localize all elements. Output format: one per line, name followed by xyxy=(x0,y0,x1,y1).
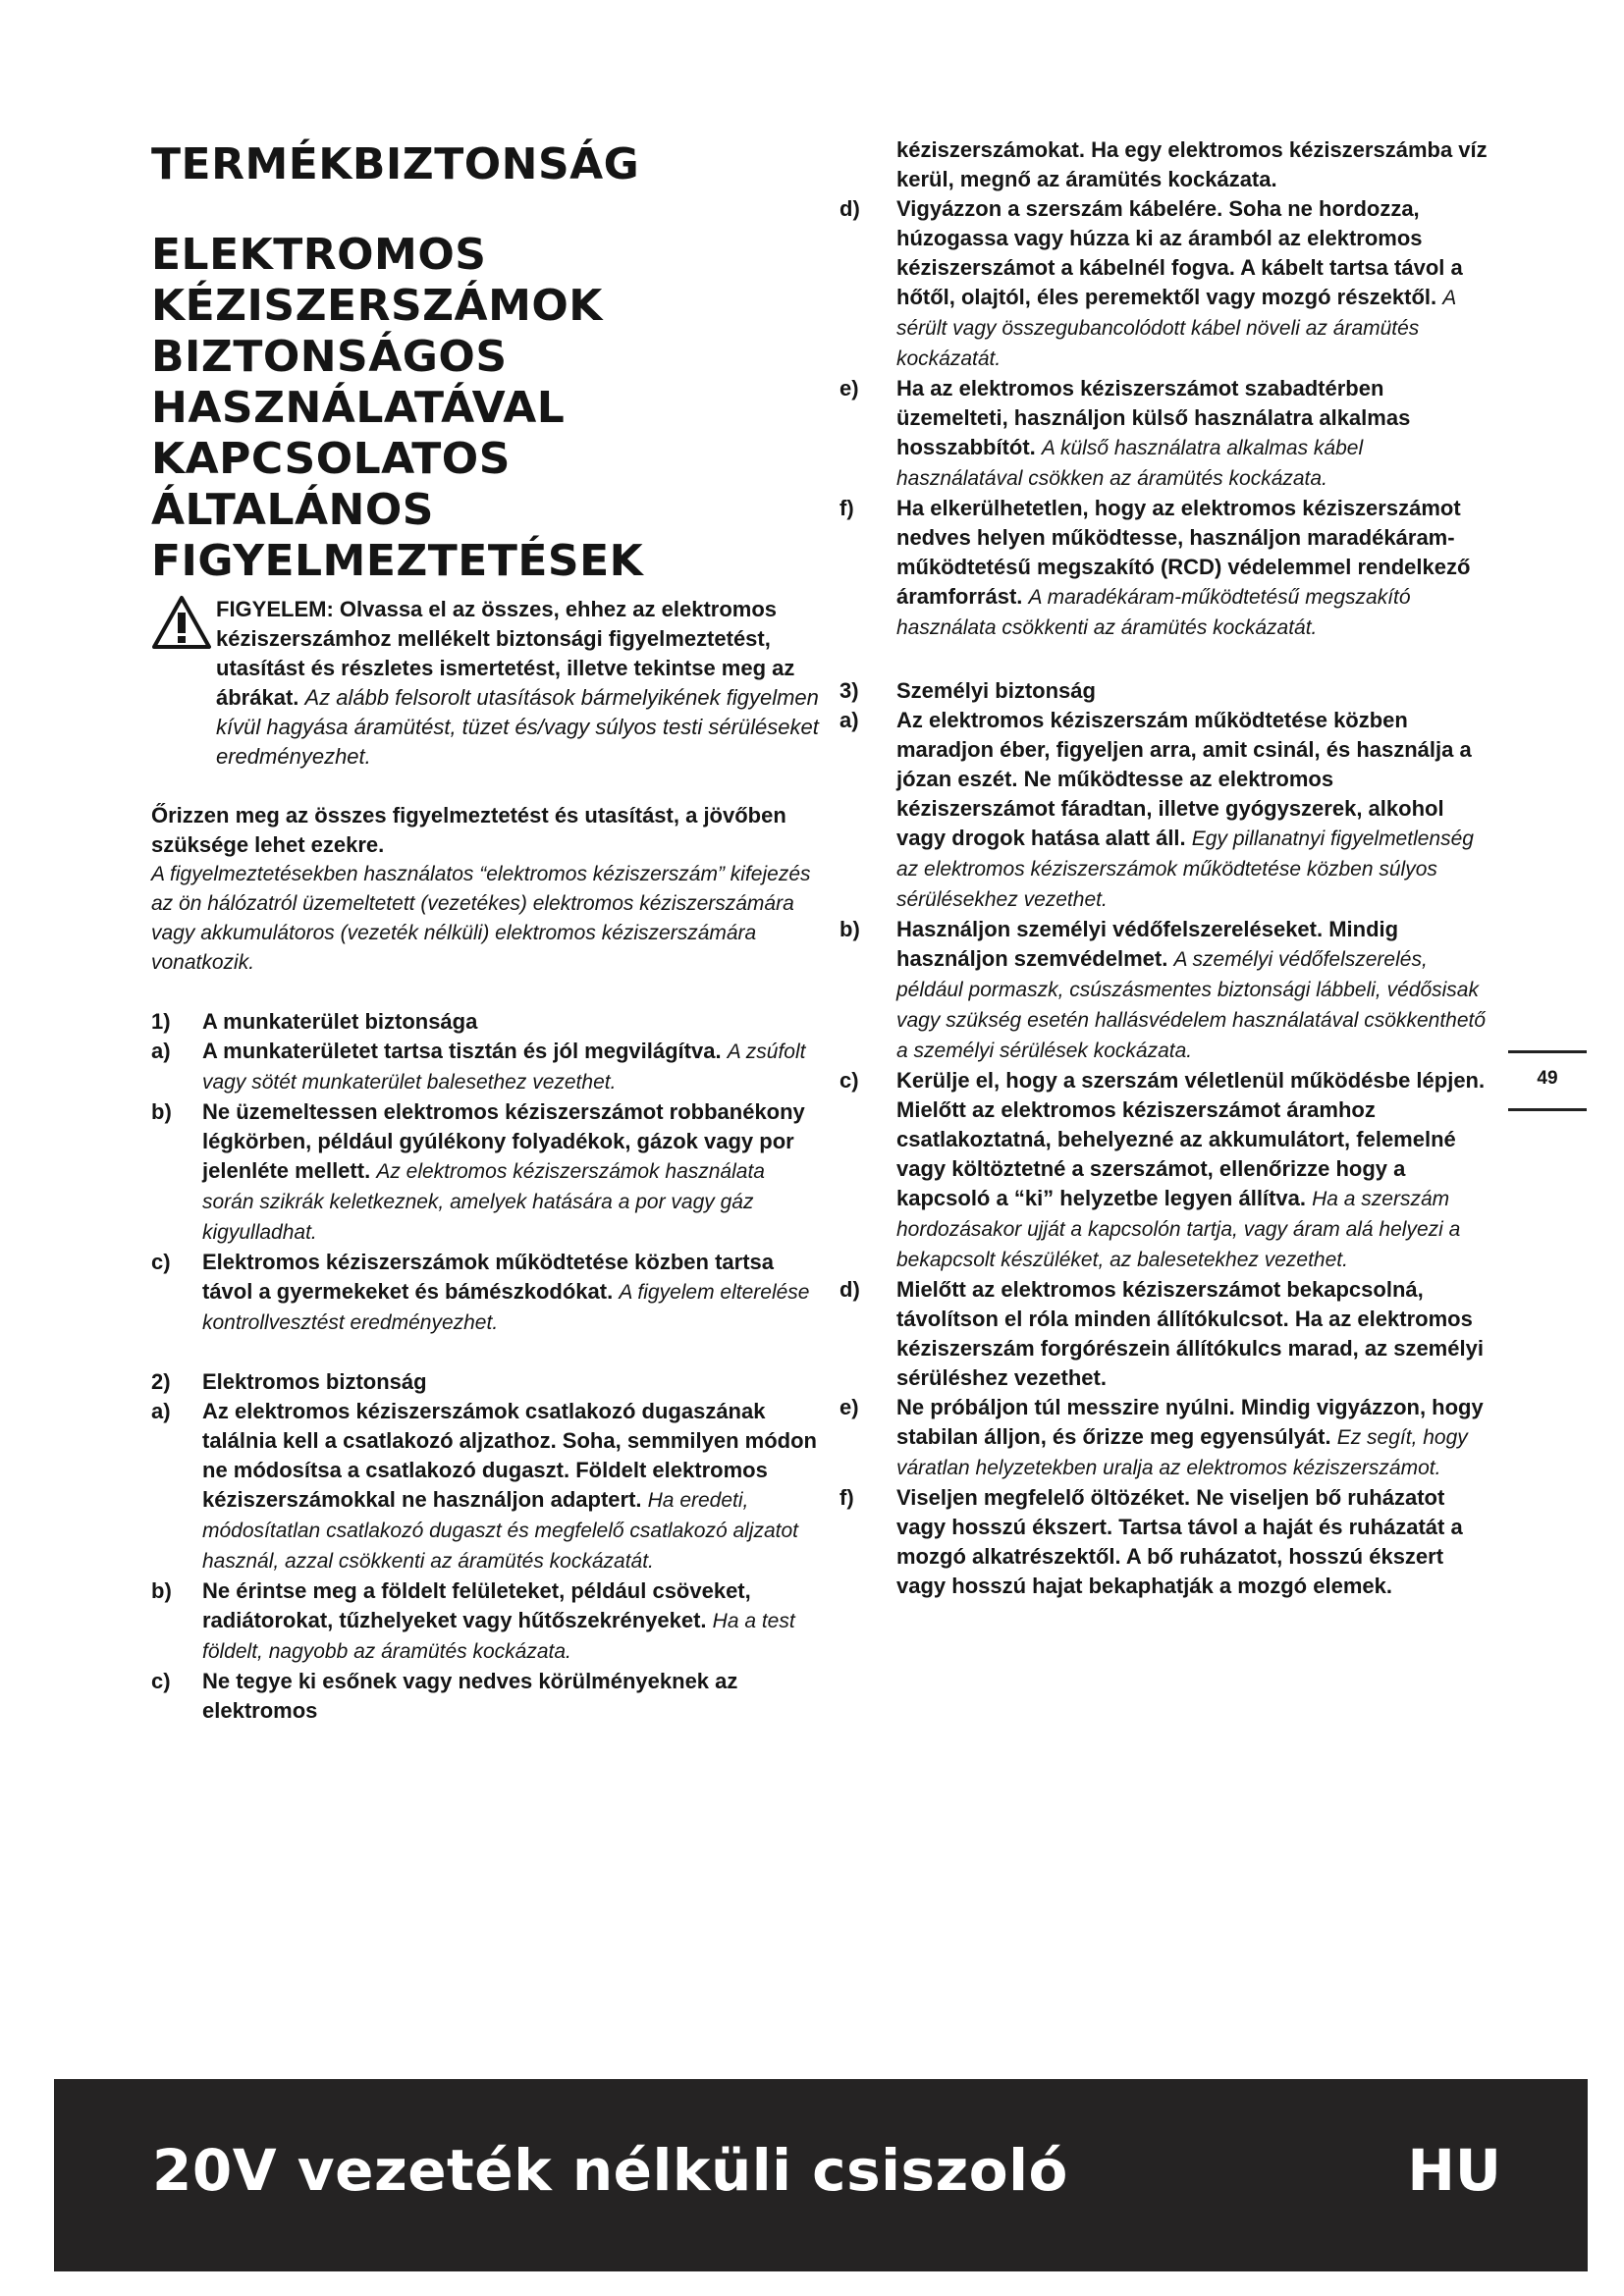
item-bold-text: kéziszerszámokat. Ha egy elektromos kéziszerszámba víz kerül, megnő az áramütés kockázata. xyxy=(896,137,1488,191)
item-bold-text: Ne érintse meg a földelt felületeket, például csöveket, radiátorokat, tűzhelyeket vagy hűtőszekrényeket. xyxy=(202,1578,751,1632)
list-item xyxy=(839,915,1492,1066)
section-number: 3) xyxy=(839,678,859,703)
keep-bold-text: Őrizzen meg az összes figyelmeztetést és utasítást, a jövőben szüksége lehet ezekre. xyxy=(151,803,786,857)
section-electrical-safety xyxy=(151,1367,819,1726)
footer-product-title: 20V vezeték nélküli csiszoló xyxy=(152,2137,1068,2204)
item-marker: f) xyxy=(839,1485,854,1510)
item-italic-text: Ha a test földelt, nagyobb az áramütés kockázata. xyxy=(202,1610,795,1663)
item-bold-text: Ha az elektromos kéziszerszámot szabadtérben üzemelteti, használjon külső használatra alkalmas hosszabbítót. xyxy=(896,376,1411,459)
item-marker: a) xyxy=(151,1039,171,1063)
item-italic-text: A maradékáram-működtetésű megszakító használata csökkenti az áramütés kockázatát. xyxy=(896,586,1411,639)
item-italic-text: A figyelem elterelése kontrollvesztést eredményezhet. xyxy=(202,1281,810,1334)
item-bold-text: Viseljen megfelelő öltözéket. Ne viseljen bő ruházatot vagy hosszú ékszert. Tartsa távol a haját és ruházatát a mozgó alkatrészektől. A bő ruházatot, hosszú ékszert vagy hosszú hajat bekaphatják a mozgó elemek. xyxy=(896,1485,1463,1598)
item-bold-text: Ha elkerülhetetlen, hogy az elektromos kéziszerszámot nedves helyen működtesse, használjon maradékáram-működtetésű megszakító (RCD) védelemmel rendelkező áramforrást. xyxy=(896,496,1471,609)
item-italic-text: A személyi védőfelszerelés, például pormaszk, csúszásmentes biztonsági lábbeli, védősisak vagy szükség esetén hallásvédelem használatával csökkenthető a személyi sérülések kockázata. xyxy=(896,948,1487,1062)
list-item xyxy=(151,1037,819,1097)
subtitle-line: BIZTONSÁGOS xyxy=(151,332,508,382)
item-italic-text: A külső használatra alkalmas kábel használatával csökken az áramütés kockázata. xyxy=(896,437,1364,490)
list-item xyxy=(839,1066,1492,1275)
item-marker: e) xyxy=(839,1395,859,1419)
item-italic-text: Egy pillanatnyi figyelmetlenség az elektromos kéziszerszámok működtetése közben súlyos sérülésekhez vezethet. xyxy=(896,828,1474,911)
item-italic-text: Ez segít, hogy váratlan helyzetekben uralja az elektromos kéziszerszámot. xyxy=(896,1426,1468,1479)
item-marker: b) xyxy=(151,1099,172,1124)
section-heading xyxy=(839,676,1492,706)
item-marker: d) xyxy=(839,196,860,221)
keep-instructions xyxy=(151,801,819,978)
item-bold-text: Használjon személyi védőfelszereléseket. Mindig használjon szemvédelmet. xyxy=(896,917,1399,971)
item-bold-text: Az elektromos kéziszerszám működtetése közben maradjon éber, figyeljen arra, amit csinál, és használja a józan eszét. Ne működtesse az elektromos kéziszerszámot fáradtan, illetve gyógyszerek, alkohol vagy drogok hatása alatt áll. xyxy=(896,708,1472,850)
item-marker: d) xyxy=(839,1277,860,1302)
keep-italic-text: A figyelmeztetésekben használatos “elektromos kéziszerszám” kifejezés az ön hálózatról üzemeltetett (vezetékes) elektromos kéziszerszámára vagy akkumulátoros (vezeték nélküli) elektromos kéziszerszámára vonatkozik. xyxy=(151,863,811,974)
section-work-area xyxy=(151,1007,819,1338)
warning-italic-text: Az alább felsorolt utasítások bármelyikének figyelmen kívül hagyása áramütést, tüzet és/vagy súlyos testi sérüléseket eredményezhet. xyxy=(216,685,819,769)
list-item xyxy=(151,1097,819,1248)
item-marker: f) xyxy=(839,496,854,520)
item-bold-text: Ne próbáljon túl messzire nyúlni. Mindig vigyázzon, hogy stabilan álljon, és őrizze meg egyensúlyát. xyxy=(896,1395,1484,1449)
item-marker: a) xyxy=(151,1399,171,1423)
item-italic-text: Ha a szerszám hordozásakor ujját a kapcsolón tartja, vagy áram alá helyezi a bekapcsolt készüléket, az balesetekhez vezethet. xyxy=(896,1188,1461,1271)
footer-language-code: HU xyxy=(1407,2137,1501,2204)
list-item-continuation xyxy=(839,135,1492,194)
item-bold-text: A munkaterületet tartsa tisztán és jól megvilágítva. xyxy=(202,1039,722,1063)
item-bold-text: Ne üzemeltessen elektromos kéziszerszámot robbanékony légkörben, például gyúlékony folyadékok, gázok vagy por jelenléte mellett. xyxy=(202,1099,805,1183)
list-item xyxy=(839,194,1492,374)
section-subtitle xyxy=(151,230,819,587)
list-item xyxy=(839,374,1492,494)
warning-bold-text: FIGYELEM: Olvassa el az összes, ehhez az elektromos kéziszerszámhoz mellékelt biztonsági figyelmeztetést, utasítást és részletes ismertetést, illetve tekintse meg az ábrákat. xyxy=(216,597,795,710)
page-number-tab xyxy=(1508,1050,1587,1111)
section-number: 2) xyxy=(151,1369,171,1394)
subtitle-line: ÁLTALÁNOS xyxy=(151,485,434,535)
item-marker: b) xyxy=(151,1578,172,1603)
item-marker: e) xyxy=(839,376,859,400)
section-heading xyxy=(151,1007,819,1037)
section-heading-text: A munkaterület biztonsága xyxy=(202,1009,478,1034)
page-number: 49 xyxy=(1537,1068,1558,1089)
item-bold-text: Kerülje el, hogy a szerszám véletlenül működésbe lépjen. Mielőtt az elektromos kéziszerszámot áramhoz csatlakoztatná, behelyezné az akkumulátort, felemelné vagy költöztetné a szerszámot, ellenőrizze hogy a kapcsoló a “ki” helyzetbe legyen állítva. xyxy=(896,1068,1486,1210)
section-number: 1) xyxy=(151,1009,171,1034)
warning-triangle-icon xyxy=(151,595,212,650)
item-marker: c) xyxy=(151,1669,171,1693)
subtitle-line: KAPCSOLATOS xyxy=(151,434,511,484)
item-bold-text: Ne tegye ki esőnek vagy nedves körülményeknek az elektromos xyxy=(202,1669,738,1723)
list-item xyxy=(839,706,1492,915)
page-number-rule xyxy=(1508,1108,1587,1111)
item-italic-text: Ha eredeti, módosítatlan csatlakozó dugaszt és megfelelő csatlakozó aljzatot használ, azzal csökkenti az áramütés kockázatát. xyxy=(202,1489,799,1573)
subtitle-line: ELEKTROMOS xyxy=(151,230,487,280)
item-bold-text: Vigyázzon a szerszám kábelére. Soha ne hordozza, húzogassa vagy húzza ki az áramból az elektromos kéziszerszámot a kábelnél fogva. A kábelt tartsa távol a hőtől, olajtól, éles peremektől vagy mozgó részektől. xyxy=(896,196,1463,309)
list-item xyxy=(151,1248,819,1338)
list-item xyxy=(839,494,1492,643)
page-number-rule xyxy=(1508,1050,1587,1053)
list-item xyxy=(839,1275,1492,1393)
left-column xyxy=(151,128,819,1726)
item-bold-text: Elektromos kéziszerszámok működtetése közben tartsa távol a gyermekeket és bámészkodókat. xyxy=(202,1250,775,1304)
list-item xyxy=(151,1397,819,1576)
item-bold-text: Mielőtt az elektromos kéziszerszámot bekapcsolná, távolítson el róla minden állítókulcsot. Ha az elektromos kéziszerszám forgórészein állítókulcs marad, az személyi sérüléshez vezethet. xyxy=(896,1277,1484,1390)
subtitle-line: HASZNÁLATÁVAL xyxy=(151,383,566,433)
item-marker: a) xyxy=(839,708,859,732)
list-item xyxy=(839,1393,1492,1483)
footer-banner xyxy=(54,2079,1588,2271)
section-heading-text: Elektromos biztonság xyxy=(202,1369,427,1394)
page-title: TERMÉKBIZTONSÁG xyxy=(151,139,640,189)
item-marker: c) xyxy=(151,1250,171,1274)
item-italic-text: A sérült vagy összegubancolódott kábel növeli az áramütés kockázatát. xyxy=(896,287,1456,370)
item-italic-text: A zsúfolt vagy sötét munkaterület balesethez vezethet. xyxy=(202,1041,806,1094)
general-warning xyxy=(151,595,819,772)
item-bold-text: Az elektromos kéziszerszámok csatlakozó dugaszának találnia kell a csatlakozó aljzathoz. Soha, semmilyen módon ne módosítsa a csatlakozó dugaszt. Földelt elektromos kéziszerszámokkal ne használjon adaptert. xyxy=(202,1399,817,1512)
list-item xyxy=(151,1576,819,1667)
right-column xyxy=(839,135,1492,1601)
section-heading-text: Személyi biztonság xyxy=(896,678,1096,703)
item-marker: b) xyxy=(839,917,860,941)
section-personal-safety xyxy=(839,676,1492,1601)
list-item xyxy=(151,1667,819,1726)
list-item xyxy=(839,1483,1492,1601)
section-heading xyxy=(151,1367,819,1397)
subtitle-line: FIGYELMEZTETÉSEK xyxy=(151,536,644,586)
item-italic-text: Az elektromos kéziszerszámok használata során szikrák keletkeznek, amelyek hatására a por vagy gáz kigyulladhat. xyxy=(202,1160,765,1244)
item-marker: c) xyxy=(839,1068,859,1093)
subtitle-line: KÉZISZERSZÁMOK xyxy=(151,281,603,331)
